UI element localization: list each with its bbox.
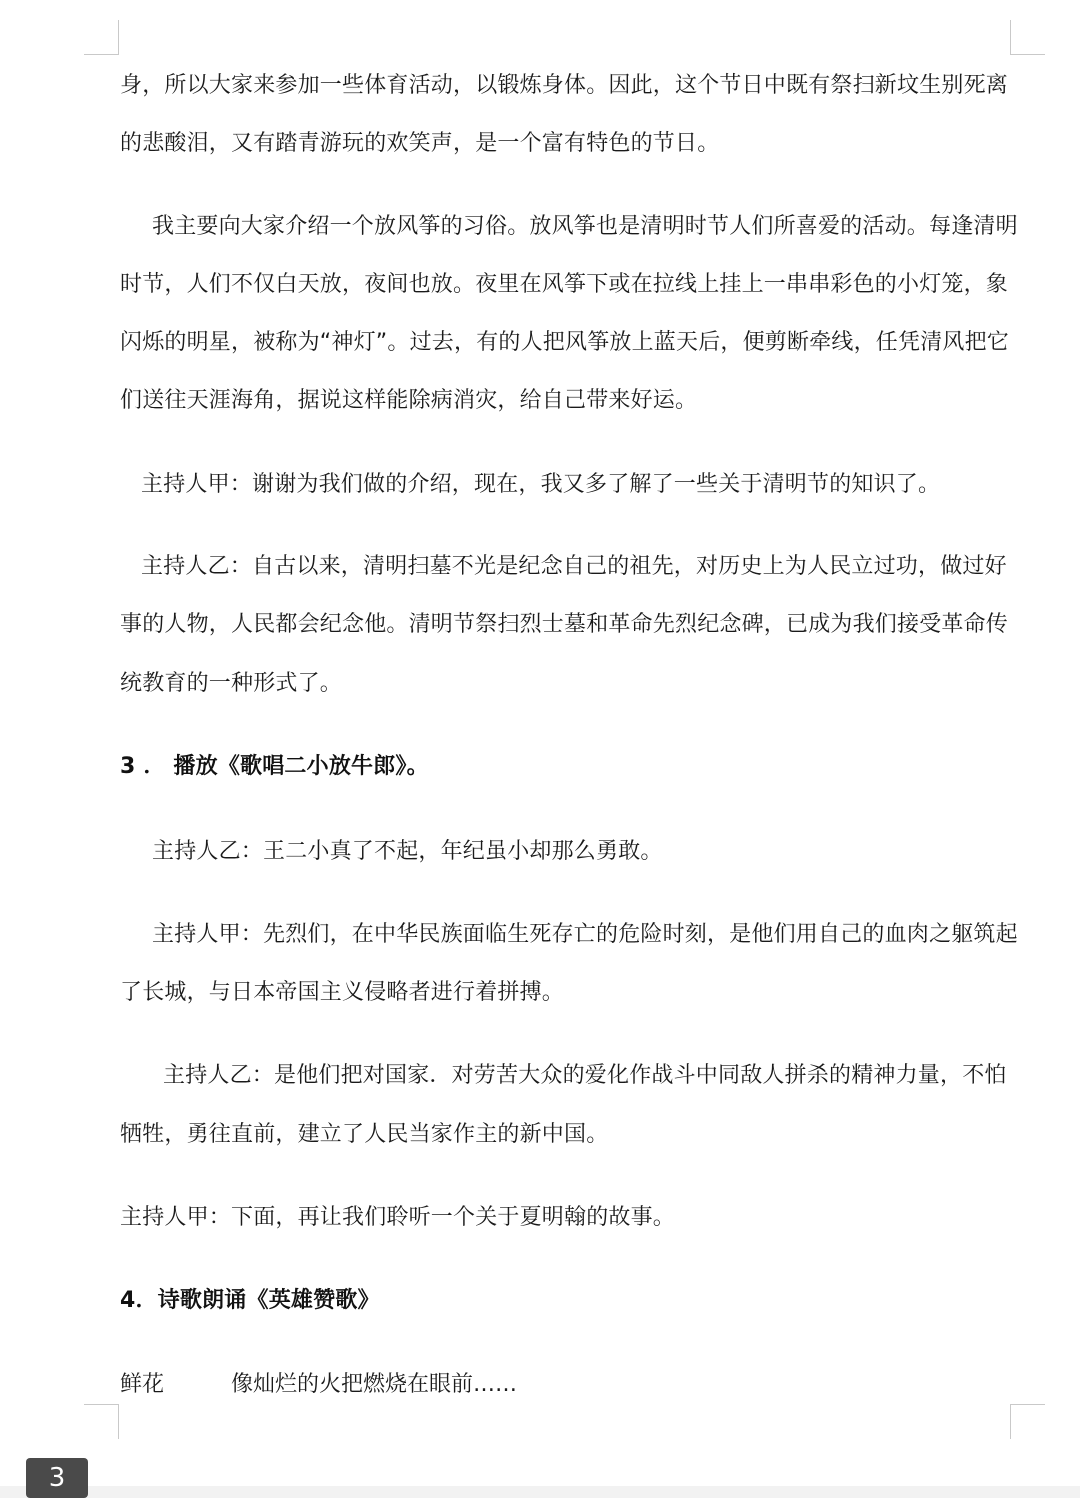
dialogue-line: 了长城，与日本帝国主义侵略者进行着拼搏。 [120,980,565,1005]
dialogue-line: 主持人甲：先烈们，在中华民族面临生死存亡的危险时刻，是他们用自己的血肉之躯筑起 [152,922,1018,947]
section-heading-4: 4．诗歌朗诵《英雄赞歌》 [120,1288,380,1313]
page-number-badge: 3 [26,1458,88,1498]
crop-mark-top-left [84,20,119,55]
verse-word: 鲜花 [120,1372,165,1397]
dialogue-line: 主持人甲：谢谢为我们做的介绍，现在，我又多了解了一些关于清明节的知识了。 [141,472,941,497]
dialogue-line: 统教育的一种形式了。 [120,671,343,696]
crop-mark-bottom-left [84,1404,119,1439]
paragraph-line: 身，所以大家来参加一些体育活动，以锻炼身体。因此，这个节日中既有祭扫新坟生别死离 [120,73,1009,98]
paragraph-line: 我主要向大家介绍一个放风筝的习俗。放风筝也是清明时节人们所喜爱的活动。每逢清明 [152,214,1018,239]
dialogue-line: 主持人乙：是他们把对国家．对劳苦大众的爱化作战斗中同敌人拼杀的精神力量，不怕 [163,1063,1007,1088]
paragraph-line: 的悲酸泪，又有踏青游玩的欢笑声，是一个富有特色的节日。 [120,131,720,156]
section-heading-3: 3 ． 播放《歌唱二小放牛郎》。 [120,754,429,779]
crop-mark-bottom-right [1010,1404,1045,1439]
dialogue-line: 主持人乙：王二小真了不起，年纪虽小却那么勇敢。 [152,839,663,864]
paragraph-line: 时节，人们不仅白天放，夜间也放。夜里在风筝下或在拉线上挂上一串串彩色的小灯笼，象 [120,272,1009,297]
dialogue-line: 事的人物，人民都会纪念他。清明节祭扫烈士墓和革命先烈纪念碑，已成为我们接受革命传 [120,612,1009,637]
dialogue-line: 主持人乙：自古以来，清明扫墓不光是纪念自己的祖先，对历史上为人民立过功，做过好 [141,554,1007,579]
dialogue-line: 主持人甲：下面，再让我们聆听一个关于夏明翰的故事。 [120,1205,676,1230]
crop-mark-top-right [1010,20,1045,55]
paragraph-line: 们送往天涯海角，据说这样能除病消灾，给自己带来好运。 [120,388,698,413]
verse-text: 像灿烂的火把燃烧在眼前…… [231,1372,518,1397]
dialogue-line: 牺牲，勇往直前，建立了人民当家作主的新中国。 [120,1122,609,1147]
paragraph-line: 闪烁的明星，被称为“神灯”。过去，有的人把风筝放上蓝天后，便剪断牵线，任凭清风把它 [120,330,1009,355]
